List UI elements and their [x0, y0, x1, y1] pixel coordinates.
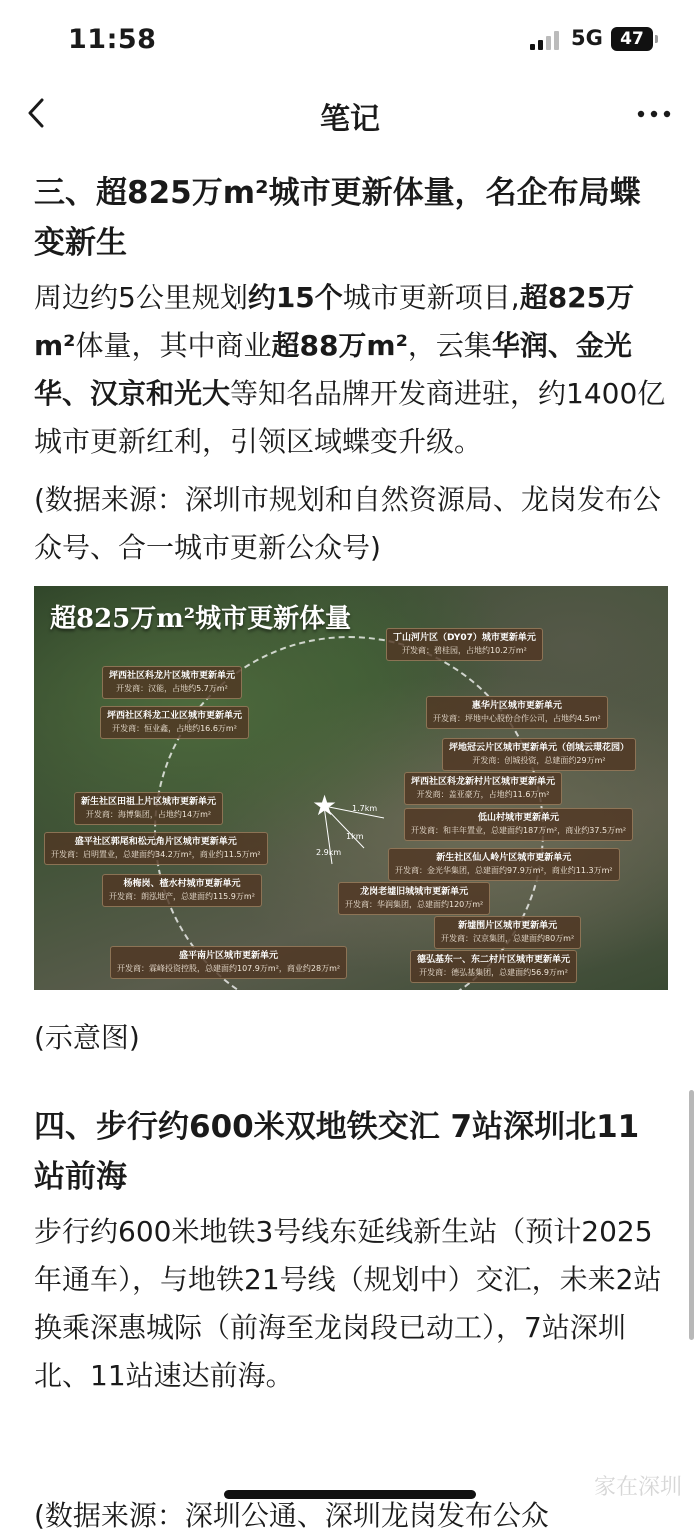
- project-label: 坪西社区科龙片区城市更新单元 开发商：汉能，占地约5.7万m²: [102, 666, 242, 699]
- project-label: 盛平社区郭尾和松元角片区城市更新单元 开发商：启明置业，总建面约34.2万m²，商业约11.5万m²: [44, 832, 268, 865]
- signal-icon: [530, 30, 564, 50]
- project-label: 杨梅岗、楂水村城市更新单元 开发商：朗泓地产，总建面约115.9万m²: [102, 874, 262, 907]
- project-label: 惠华片区城市更新单元 开发商：坪地中心股份合作公司，占地约4.5m²: [426, 696, 608, 729]
- map-image[interactable]: [34, 586, 668, 990]
- project-label: 丁山河片区（DY07）城市更新单元 开发商：碧桂园，占地约10.2万m²: [386, 628, 543, 661]
- distance-label: 1km: [346, 832, 364, 841]
- section4-heading: 四、步行约600米双地铁交汇 7站深圳北11站前海: [34, 1109, 640, 1195]
- project-label: 新生社区仙人岭片区城市更新单元 开发商：金光华集团，总建面约97.9万m²，商业约11.3万m²: [388, 848, 620, 881]
- project-label: 坪西社区科龙新村片区城市更新单元 开发商：盖亚豪方，占地约11.6万m²: [404, 772, 562, 805]
- project-label: 新墟围片区城市更新单元 开发商：汉京集团，总建面约80万m²: [434, 916, 581, 949]
- note-content: [34, 168, 670, 1400]
- map-title: 超825万m²城市更新体量: [50, 604, 352, 634]
- location-star-icon: ★: [312, 789, 338, 822]
- nav-bar: [0, 78, 700, 148]
- more-icon[interactable]: [636, 102, 672, 126]
- status-time: 11:58: [68, 24, 157, 55]
- project-label: 德弘基东一、东二村片区城市更新单元 开发商：德弘基集团，总建面约56.9万m²: [410, 950, 577, 983]
- section4-paragraph: 步行约600米地铁3号线东延线新生站（预计2025年通车），与地铁21号线（规划中）交汇，未来2站换乘深惠城际（前海至龙岗段已动工），7站深圳北、11站速达前海。: [34, 1215, 662, 1392]
- section3-heading: 三、超825万m²城市更新体量，名企布局蝶变新生: [34, 175, 641, 261]
- section3-source: (数据来源：深圳市规划和自然资源局、龙岗发布公众号、合一城市更新公众号): [34, 483, 661, 564]
- section4-source-partial: (数据来源：深圳公通、深圳龙岗发布公众: [34, 1499, 549, 1532]
- map-caption: (示意图): [34, 1021, 140, 1054]
- distance-label: 2.9km: [316, 848, 342, 857]
- status-bar: [0, 0, 700, 78]
- section3-paragraph: 周边约5公里规划约15个城市更新项目,超825万m²体量，其中商业超88万m²，云集华润、金光华、汉京和光大等知名品牌开发商进驻，约1400亿城市更新红利，引领区域蝶变升级。: [34, 281, 666, 458]
- network-label: 5G: [571, 26, 603, 50]
- home-indicator[interactable]: [224, 1490, 476, 1499]
- project-label: 新生社区田祖上片区城市更新单元 开发商：海博集团，占地约14万m²: [74, 792, 223, 825]
- watermark: 家在深圳: [593, 1475, 682, 1500]
- project-label: 坪地冠云片区城市更新单元（创城云璟花园） 开发商：创城投资，总建面约29万m²: [442, 738, 636, 771]
- project-label: 低山村城市更新单元 开发商：和丰年置业，总建面约187万m²，商业约37.5万m²: [404, 808, 633, 841]
- project-label: 盛平南片区城市更新单元 开发商：霖峰投资控股，总建面约107.9万m²，商业约28万m²: [110, 946, 347, 979]
- project-label: 坪西社区科龙工业区城市更新单元 开发商：恒业鑫，占地约16.6万m²: [100, 706, 249, 739]
- battery-icon: 47: [611, 27, 653, 51]
- distance-label: 1.7km: [352, 804, 378, 813]
- nav-title: 笔记: [320, 102, 380, 137]
- scrollbar[interactable]: [689, 1090, 694, 1340]
- project-label: 龙岗老墟旧城城市更新单元 开发商：华润集团，总建面约120万m²: [338, 882, 490, 915]
